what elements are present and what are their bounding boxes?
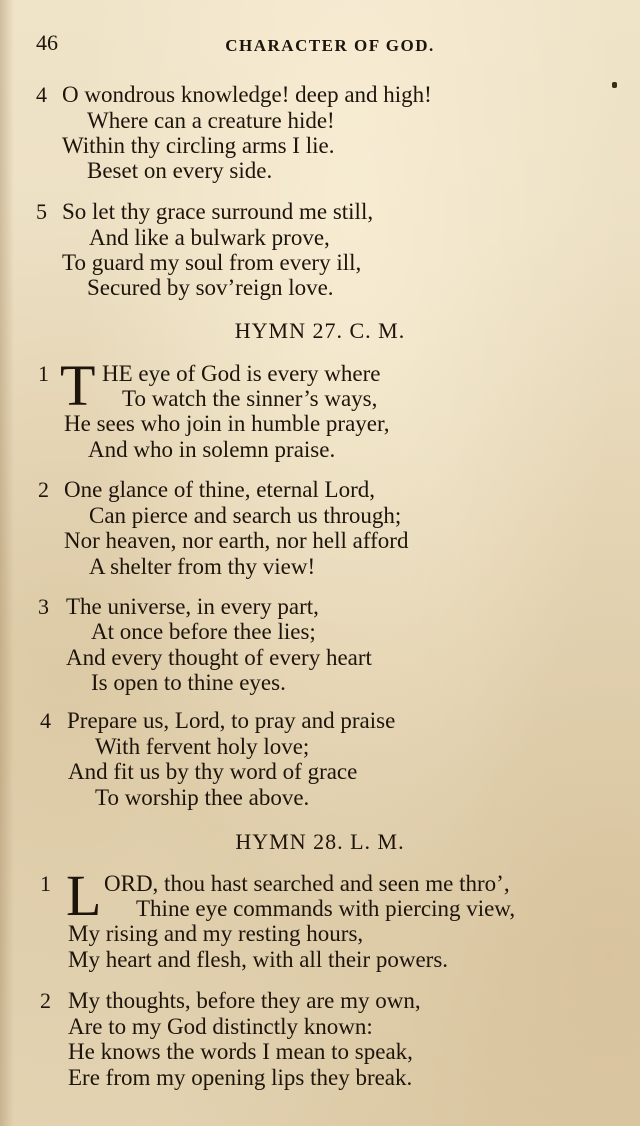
- verse-line: Ere from my opening lips they break.: [68, 1065, 413, 1090]
- verse-line: And every thought of every heart: [66, 645, 372, 670]
- stanza-number: 1: [38, 361, 49, 386]
- stanza-number: 4: [40, 708, 51, 733]
- verse-line: The universe, in every part,: [66, 594, 319, 619]
- verse-line: And who in solemn praise.: [88, 437, 336, 462]
- verse-line: At once before thee lies;: [91, 619, 316, 644]
- verse-line: Beset on every side.: [87, 158, 273, 183]
- verse-line: To guard my soul from every ill,: [62, 250, 362, 275]
- verse-line: Secured by sov’reign love.: [87, 275, 334, 300]
- verse-line: To watch the sinner’s ways,: [122, 386, 378, 411]
- verse-line: With fervent holy love;: [95, 734, 310, 759]
- verse-line: My heart and flesh, with all their powers.: [68, 947, 449, 972]
- stanza-number: 3: [38, 594, 49, 619]
- verse-line: To worship thee above.: [95, 785, 310, 810]
- verse-line: Within thy circling arms I lie.: [62, 133, 335, 158]
- verse-line: So let thy grace surround me still,: [62, 199, 374, 224]
- verse-line: Are to my God distinctly known:: [68, 1014, 373, 1039]
- verse-line: Can pierce and search us through;: [89, 503, 402, 528]
- verse-line: HE eye of God is every where: [102, 361, 381, 386]
- verse-line: ORD, thou hast searched and seen me thro’,: [104, 871, 510, 896]
- drop-cap: T: [60, 353, 96, 418]
- stanza-number: 4: [36, 82, 47, 107]
- verse-line: A shelter from thy view!: [89, 554, 316, 579]
- printer-mark: [612, 82, 617, 88]
- verse-line: Where can a creature hide!: [87, 108, 335, 133]
- verse-line: He knows the words I mean to speak,: [68, 1039, 413, 1064]
- stanza-number: 2: [40, 988, 51, 1013]
- verse-line: Is open to thine eyes.: [91, 670, 286, 695]
- hymn-title: HYMN 27. C. M.: [234, 318, 406, 343]
- verse-line: Nor heaven, nor earth, nor hell afford: [64, 528, 409, 553]
- verse-line: He sees who join in humble prayer,: [64, 411, 390, 436]
- stanza-number: 5: [36, 199, 47, 224]
- page-edge-shadow: [0, 0, 14, 1126]
- verse-line: Thine eye commands with piercing view,: [136, 896, 516, 921]
- stanza-number: 2: [38, 477, 49, 502]
- verse-line: And fit us by thy word of grace: [68, 759, 358, 784]
- verse-line: O wondrous knowledge! deep and high!: [62, 82, 432, 107]
- verse-line: My thoughts, before they are my own,: [68, 988, 421, 1013]
- verse-line: Prepare us, Lord, to pray and praise: [67, 708, 396, 733]
- hymn-title: HYMN 28. L. M.: [235, 829, 405, 854]
- stanza-number: 1: [40, 871, 51, 896]
- drop-cap: L: [66, 863, 102, 928]
- running-title: CHARACTER OF GOD.: [225, 36, 435, 55]
- page-number: 46: [36, 30, 58, 55]
- verse-line: My rising and my resting hours,: [68, 921, 364, 946]
- verse-line: One glance of thine, eternal Lord,: [64, 477, 376, 502]
- verse-line: And like a bulwark prove,: [89, 225, 330, 250]
